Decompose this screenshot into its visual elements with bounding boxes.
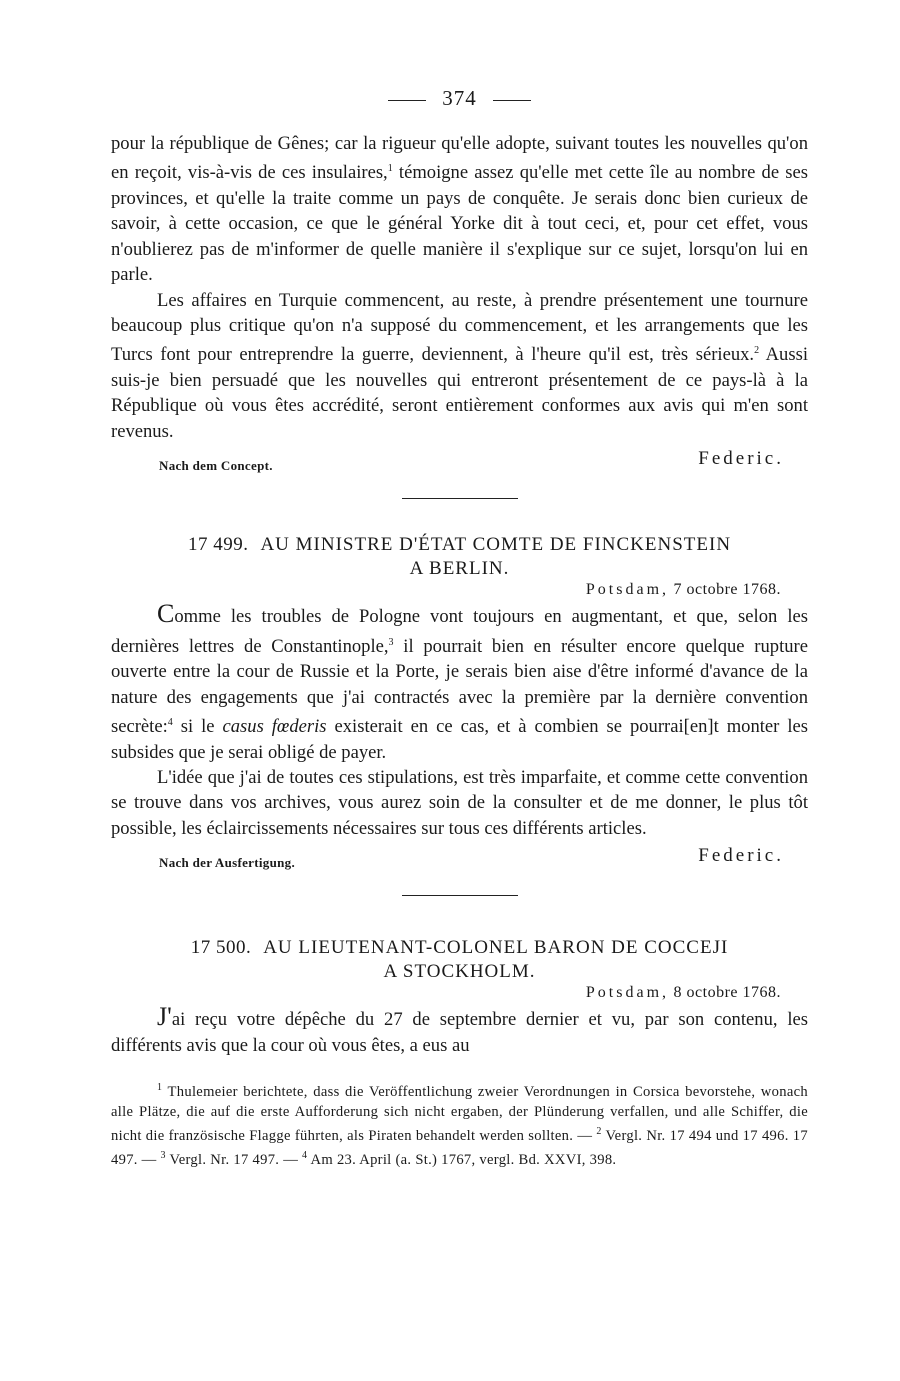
- section-divider: [402, 498, 518, 499]
- letter-title: [111, 936, 808, 984]
- footnote-marker: 1: [157, 1082, 163, 1094]
- footnote-ref-2: 2: [754, 345, 760, 357]
- footnote-ref-4: 4: [167, 717, 173, 729]
- latin-term: casus fœderis: [222, 716, 327, 738]
- source-note: Nach dem Concept.: [159, 458, 273, 474]
- footnotes: [111, 1078, 808, 1170]
- page-number: 374: [442, 86, 477, 110]
- letter-title: [111, 533, 808, 581]
- section-divider: [402, 895, 518, 896]
- letter-recipient: AU MINISTRE D'ÉTAT COMTE DE FINCKENSTEIN: [260, 534, 732, 556]
- footnote-marker: 4: [302, 1149, 308, 1161]
- footnote-marker: 3: [160, 1149, 166, 1161]
- footnote-ref-3: 3: [388, 636, 394, 648]
- continuation-paragraph-2: Les affaires en Turquie commencent, au reste, à prendre présentement une tournure beaucoup plus critique qu'on n'a supposé du commencement, et les arrangements que les Turcs font pour entreprendre la guerre, deviennent, à l'heure qu'il est, très sérieux.$^2$ Aussi suis-je bien persuadé que les nouvelles qui entreront présentement de ce pays-là à la République où vous êtes accrédité, seront entièrement conformes aux avis qui m'en sont revenus.: [111, 289, 808, 442]
- continuation-paragraph-1: pour la république de Gênes; car la rigueur qu'elle adopte, suivant toutes les nouvelles qu'on en reçoit, vis-à-vis de ces insulaires,$^1$ témoigne assez qu'elle met cette île au nombre de ses provinces, et qu'elle la traite comme un pays de conquête. Je serais donc bien curieux de savoir, à cette occasion, ce que le général Yorke dit à tout ceci, et, pour cet effet, vous n'oublierez pas de m'informer de quelle manière il s'explique sur ce sujet, lorsqu'on lui en parle.: [111, 133, 808, 286]
- letter-dateline: Potsdam, 8 octobre 1768.: [585, 984, 781, 1002]
- header-dash-right: [493, 100, 531, 101]
- letter-paragraph-1: Comme les troubles de Pologne vont toujours en augmentant, et que, selon les dernières lettres de Constantinople,$^3$ il pourrait bien en résulter encore quelque rupture ouverte entre la cour de Russie et la Porte, je serais bien aise d'être informé d'avance de la nature des engagements que j'ai contractés avec la première par la dernière convention secrète:$^4$ si le casus fœderis existerait en ce cas, et à combien se pourrai[en]t monter les subsides que je serai obligé de payer.: [111, 599, 808, 763]
- signature: Federic.: [698, 448, 784, 470]
- letter-dateline: Potsdam, 7 octobre 1768.: [585, 581, 781, 599]
- letter-paragraph-1: J'ai reçu votre dépêche du 27 de septembre dernier et vu, par son contenu, les différents avis que la cour où vous êtes, a eus au: [111, 1002, 808, 1056]
- footnote-block: $^1$ Thulemeier berichtete, dass die Veröffentlichung zweier Verordnungen in Corsica bevorstehe, wonach alle Plätze, die auf die erste Aufforderung sich nicht ergaben, der Plünderung verfallen, und alle Schiffer, die nicht die französische Flagge führten, als Piraten behandelt werden sollten. — $^2$ Vergl. Nr. 17 494 und 17 496. 17 497. — $^3$ Vergl. Nr. 17 497. — $^4$ Am 23. April (a. St.) 1767, vergl. Bd. XXVI, 398.: [111, 1082, 808, 1168]
- letter-destination: A BERLIN.: [409, 558, 510, 580]
- continuation-signature-line: [111, 448, 808, 478]
- footnote-marker: 2: [596, 1125, 602, 1137]
- page-header: [111, 86, 808, 111]
- letter-recipient: AU LIEUTENANT-COLONEL BARON DE COCCEJI: [263, 937, 729, 959]
- document-page: [111, 86, 808, 1170]
- letter-number: 17 499.: [187, 534, 249, 556]
- letter-paragraph-2: L'idée que j'ai de toutes ces stipulations, est très imparfaite, et comme cette convention se trouve dans vos archives, vous aurez soin de la consulter et de me donner, le plus tôt possible, les éclaircissements nécessaires sur tous ces différents articles.: [111, 767, 808, 839]
- letter-number: 17 500.: [190, 937, 252, 959]
- footnote-ref-1: 1: [387, 163, 393, 175]
- source-note: Nach der Ausfertigung.: [159, 855, 296, 871]
- header-dash-left: [388, 100, 426, 101]
- letter-destination: A STOCKHOLM.: [383, 961, 536, 983]
- signature: Federic.: [698, 845, 784, 867]
- letter-signature-line: [111, 845, 808, 875]
